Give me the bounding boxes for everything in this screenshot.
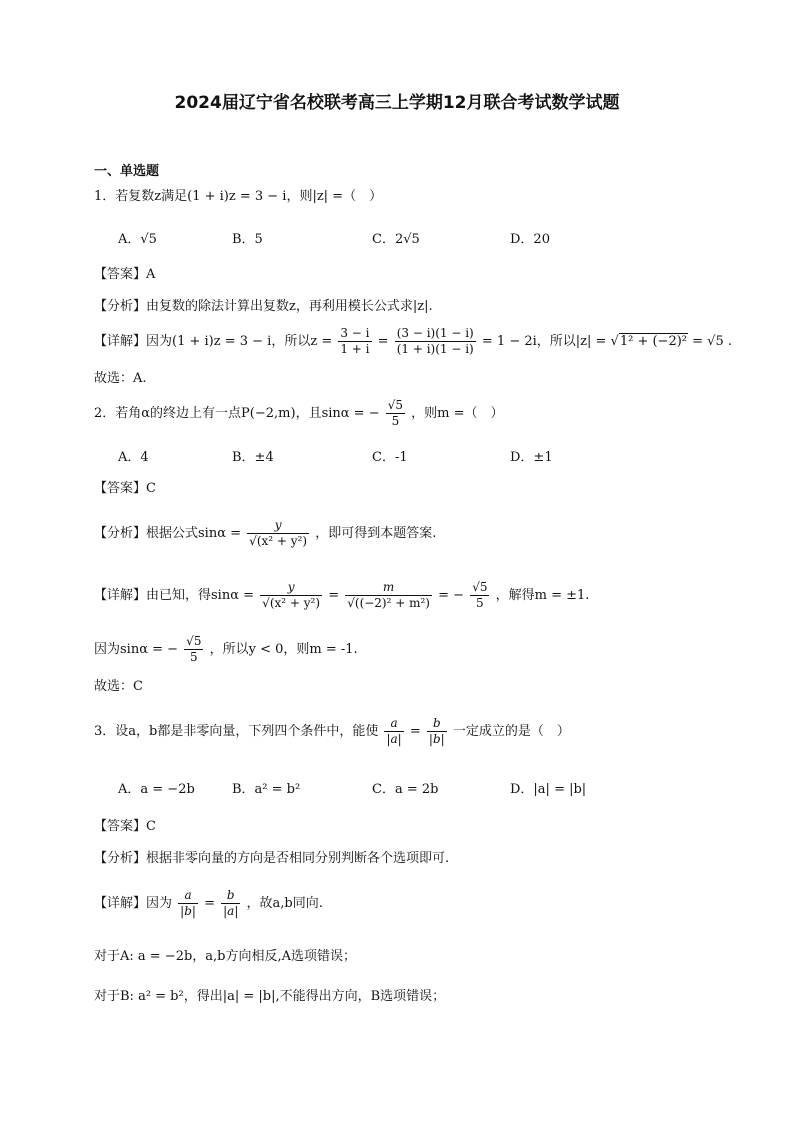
q1-analysis-text: 由复数的除法计算出复数z，再利用模长公式求|z|. xyxy=(146,299,433,314)
q1-detail-text-c: = √5 . xyxy=(692,334,733,349)
q1-conclusion: 故选：A. xyxy=(94,371,147,386)
q2-extra-text-b: ，所以y < 0，则m = -1. xyxy=(209,642,358,657)
q3-option-a: A．a = −2b xyxy=(118,782,195,797)
q2-analysis-text-a: 根据公式sinα = xyxy=(146,526,242,541)
page-title: 2024届辽宁省名校联考高三上学期12月联合考试数学试题 xyxy=(174,93,620,113)
numerator: b xyxy=(427,716,447,732)
q3-line-b: 对于B: a² = b²，得出|a| = |b|,不能得出方向，B选项错误； xyxy=(94,989,446,1004)
q1-answer-value: A xyxy=(146,267,156,282)
q3-option-d: D．|a| = |b| xyxy=(510,782,587,797)
q2-detail-text-c: ，解得m = ±1. xyxy=(495,588,590,603)
q1-detail-sqrt: 1² + (−2)² xyxy=(619,334,688,349)
q2-analysis-fraction xyxy=(247,518,309,549)
q1-stem: 1．若复数z满足(1 + i)z = 3 − i，则|z| =（ ） xyxy=(94,189,383,204)
denominator: √(x² + y²) xyxy=(262,596,321,610)
q3-analysis-text: 根据非零向量的方向是否相同分别判断各个选项即可. xyxy=(146,851,450,866)
numerator: y xyxy=(260,580,322,596)
numerator: y xyxy=(247,518,309,534)
q1-answer xyxy=(94,266,155,284)
q2-extra-text-a: 因为sinα = − xyxy=(94,642,179,657)
q2-option-a: A．4 xyxy=(118,450,149,465)
q3-detail-fraction-1 xyxy=(178,888,198,919)
q2-answer-value: C xyxy=(146,481,156,496)
q2-stem-text-b: ，则m =（ ） xyxy=(411,406,504,421)
answer-tag: 【答案】 xyxy=(94,481,147,496)
q2-option-b: B．±4 xyxy=(232,450,274,465)
q2-analysis-text-b: ，即可得到本题答案. xyxy=(315,526,437,541)
numerator: m xyxy=(345,580,432,596)
equals: = xyxy=(409,724,421,739)
numerator: a xyxy=(384,716,403,732)
q2-answer xyxy=(94,480,156,498)
denominator: 1 + i xyxy=(340,342,370,356)
equals: = xyxy=(204,896,215,911)
q1-option-d: D．20 xyxy=(510,232,550,247)
denominator: 5 xyxy=(189,650,198,664)
q1-detail-fraction-1 xyxy=(338,326,371,357)
analysis-tag: 【分析】 xyxy=(94,851,147,866)
denominator: |b| xyxy=(180,904,196,918)
section-heading: 一、单选题 xyxy=(94,164,160,179)
q1-detail: 【详解】因为(1 + i)z = 3 − i，所以z = $\frac{3 - i}{1 + i}$ = $\frac{(3 - i)(1 - i)}{(1 + i)(1 - i)}$ = 1 − 2i，所以|z| = √1² + (−2)² = √5 . xyxy=(94,326,733,356)
q3-stem-text-b: 一定成立的是（ ） xyxy=(452,724,570,739)
analysis-tag: 【分析】 xyxy=(94,526,147,541)
detail-tag: 【详解】 xyxy=(94,896,147,911)
q3-analysis xyxy=(94,850,449,868)
q3-stem-fraction-2 xyxy=(427,716,447,747)
q2-stem-text-a: 2．若角α的终边上有一点P(−2,m)，且sinα = − xyxy=(94,406,380,421)
q2-option-d: D．±1 xyxy=(510,450,553,465)
q2-detail-fraction-3 xyxy=(470,580,489,611)
q3-stem-text-a: 3．设a，b都是非零向量，下列四个条件中，能使 xyxy=(94,724,379,739)
equals: = xyxy=(328,588,340,603)
denominator: |a| xyxy=(386,732,402,746)
q3-option-c: C．a = 2b xyxy=(372,782,439,797)
numerator: b xyxy=(221,888,240,904)
q1-detail-text-a: 因为(1 + i)z = 3 − i，所以z = xyxy=(146,334,333,349)
q2-detail xyxy=(94,578,589,614)
q2-extra-fraction xyxy=(184,634,203,665)
q2-option-c: C．-1 xyxy=(372,450,408,465)
answer-tag: 【答案】 xyxy=(94,267,147,282)
q2-detail-fraction-1 xyxy=(260,580,322,611)
q1-option-b: B．5 xyxy=(232,232,263,247)
denominator: √((−2)² + m²) xyxy=(347,596,430,610)
q2-stem xyxy=(94,396,504,432)
q1-option-a: A．√5 xyxy=(118,232,157,247)
denominator: |b| xyxy=(428,732,445,746)
q2-conclusion: 故选：C xyxy=(94,679,143,694)
q3-answer-value: C xyxy=(146,819,156,834)
q3-detail-fraction-2 xyxy=(221,888,240,919)
numerator: √5 xyxy=(387,398,404,412)
denominator: 5 xyxy=(391,414,400,428)
q2-detail-text-a: 由已知，得sinα = xyxy=(146,588,255,603)
denominator: 5 xyxy=(476,596,484,610)
q2-stem-fraction xyxy=(386,398,405,429)
q1-option-c: C．2√5 xyxy=(372,232,420,247)
q3-answer xyxy=(94,818,156,836)
numerator: 3 − i xyxy=(340,326,370,340)
q2-detail-text-b: = − xyxy=(438,588,465,603)
q1-detail-fraction-2 xyxy=(395,326,476,357)
detail-tag: 【详解】 xyxy=(94,334,147,349)
q3-stem-fraction-1 xyxy=(384,716,403,747)
numerator: a xyxy=(178,888,198,904)
q2-extra xyxy=(94,632,358,668)
q3-line-a: 对于A: a = −2b，a,b方向相反,A选项错误； xyxy=(94,949,357,964)
equals: = xyxy=(377,334,389,349)
numerator: √5 xyxy=(472,580,488,594)
numerator: √5 xyxy=(186,634,202,648)
numerator: (3 − i)(1 − i) xyxy=(396,326,474,340)
q2-analysis xyxy=(94,516,436,552)
q1-detail-text-b: = 1 − 2i，所以|z| = xyxy=(481,334,607,349)
q3-detail-text-a: 因为 xyxy=(146,896,173,911)
q3-stem xyxy=(94,714,570,750)
analysis-tag: 【分析】 xyxy=(94,299,147,314)
q3-detail-text-b: ，故a,b同向. xyxy=(246,896,323,911)
q2-detail-fraction-2 xyxy=(345,580,432,611)
q3-detail xyxy=(94,884,323,924)
detail-tag: 【详解】 xyxy=(94,588,147,603)
denominator: √(x² + y²) xyxy=(249,534,308,548)
q1-analysis xyxy=(94,298,433,316)
denominator: |a| xyxy=(223,904,239,918)
answer-tag: 【答案】 xyxy=(94,819,147,834)
denominator: (1 + i)(1 − i) xyxy=(396,342,474,356)
q3-option-b: B．a² = b² xyxy=(232,782,301,797)
